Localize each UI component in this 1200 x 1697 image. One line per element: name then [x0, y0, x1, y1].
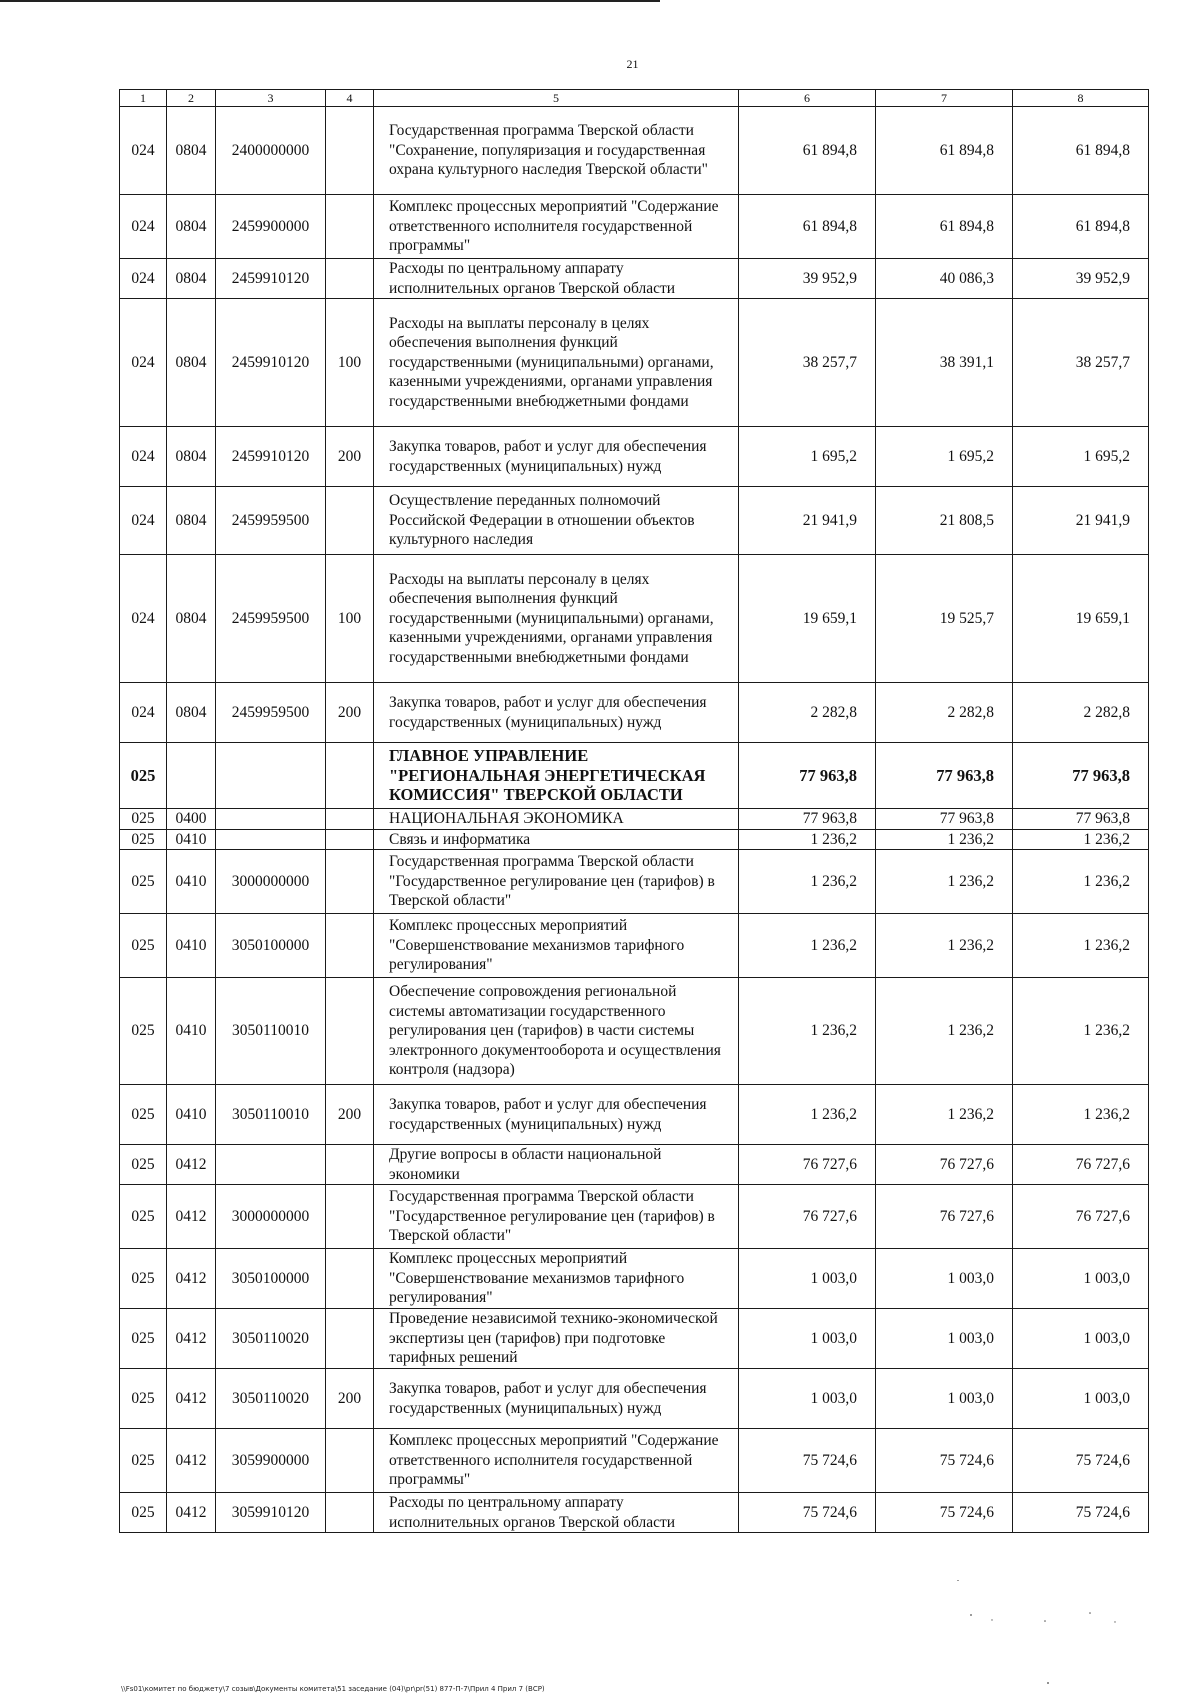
section-code-cell: 0804 [167, 195, 216, 259]
amount-col7-cell: 75 724,6 [876, 1429, 1013, 1493]
target-article-cell: 3059910120 [216, 1493, 326, 1533]
ministry-code-cell: 025 [120, 850, 167, 914]
page-number: 21 [626, 57, 639, 71]
target-article-cell: 2400000000 [216, 107, 326, 195]
amount-col6-cell: 77 963,8 [739, 743, 876, 809]
ministry-code-cell: 024 [120, 299, 167, 427]
section-code-cell: 0412 [167, 1493, 216, 1533]
table-row [120, 743, 1149, 809]
section-code-cell: 0804 [167, 259, 216, 299]
table-row [120, 107, 1149, 195]
amount-col8-cell: 1 003,0 [1013, 1369, 1149, 1429]
table-row [120, 555, 1149, 683]
amount-col6-cell: 38 257,7 [739, 299, 876, 427]
amount-col7-cell: 1 236,2 [876, 914, 1013, 978]
target-article-cell: 3050100000 [216, 1249, 326, 1309]
description-cell: Расходы по центральному аппарату исполнительных органов Тверской области [374, 1493, 739, 1533]
target-article-cell: 3000000000 [216, 850, 326, 914]
ministry-code-cell: 025 [120, 1309, 167, 1369]
section-code-cell: 0412 [167, 1309, 216, 1369]
description-cell: Расходы по центральному аппарату исполнительных органов Тверской области [374, 259, 739, 299]
table-row [120, 978, 1149, 1085]
section-code-cell: 0410 [167, 978, 216, 1085]
ministry-code-cell: 024 [120, 107, 167, 195]
table-row [120, 487, 1149, 555]
table-row [120, 829, 1149, 850]
table-row [120, 850, 1149, 914]
target-article-cell [216, 829, 326, 850]
amount-col7-cell: 61 894,8 [876, 195, 1013, 259]
expense-type-cell: 200 [326, 1369, 374, 1429]
ministry-code-cell: 024 [120, 259, 167, 299]
expense-type-cell [326, 195, 374, 259]
expense-type-cell: 100 [326, 555, 374, 683]
target-article-cell [216, 1145, 326, 1185]
header-cell: 2 [167, 90, 216, 107]
target-article-cell: 3050110020 [216, 1309, 326, 1369]
amount-col6-cell: 1 003,0 [739, 1369, 876, 1429]
amount-col6-cell: 19 659,1 [739, 555, 876, 683]
amount-col6-cell: 76 727,6 [739, 1145, 876, 1185]
target-article-cell: 2459900000 [216, 195, 326, 259]
description-cell: Расходы на выплаты персоналу в целях обеспечения выполнения функций государственными (муниципальными) органами, казенными учреждениями, органами управления государственными внебюджетными фондами [374, 555, 739, 683]
section-code-cell: 0412 [167, 1429, 216, 1493]
ministry-code-cell: 024 [120, 555, 167, 683]
expense-type-cell [326, 107, 374, 195]
amount-col7-cell: 40 086,3 [876, 259, 1013, 299]
ministry-code-cell: 025 [120, 1493, 167, 1533]
target-article-cell [216, 809, 326, 830]
expense-type-cell [326, 850, 374, 914]
expense-type-cell [326, 743, 374, 809]
amount-col6-cell: 1 236,2 [739, 978, 876, 1085]
amount-col7-cell: 1 236,2 [876, 1085, 1013, 1145]
section-code-cell: 0412 [167, 1249, 216, 1309]
section-code-cell: 0804 [167, 299, 216, 427]
amount-col6-cell: 75 724,6 [739, 1429, 876, 1493]
amount-col6-cell: 76 727,6 [739, 1185, 876, 1249]
expense-type-cell [326, 1249, 374, 1309]
target-article-cell: 3050110020 [216, 1369, 326, 1429]
section-code-cell: 0410 [167, 829, 216, 850]
ministry-code-cell: 025 [120, 914, 167, 978]
budget-table [119, 89, 1149, 1533]
ministry-code-cell: 025 [120, 743, 167, 809]
amount-col6-cell: 1 236,2 [739, 829, 876, 850]
ministry-code-cell: 025 [120, 1249, 167, 1309]
expense-type-cell [326, 978, 374, 1085]
amount-col6-cell: 2 282,8 [739, 683, 876, 743]
table-row [120, 1185, 1149, 1249]
amount-col8-cell: 2 282,8 [1013, 683, 1149, 743]
amount-col8-cell: 1 236,2 [1013, 829, 1149, 850]
section-code-cell: 0804 [167, 107, 216, 195]
expense-type-cell [326, 487, 374, 555]
amount-col8-cell: 61 894,8 [1013, 195, 1149, 259]
description-cell: Государственная программа Тверской области "Государственное регулирование цен (тарифов) в Тверской области" [374, 850, 739, 914]
description-cell: Комплекс процессных мероприятий "Содержание ответственного исполнителя государственной программы" [374, 1429, 739, 1493]
expense-type-cell [326, 1309, 374, 1369]
amount-col6-cell: 1 236,2 [739, 1085, 876, 1145]
header-cell: 8 [1013, 90, 1149, 107]
amount-col6-cell: 1 236,2 [739, 914, 876, 978]
ministry-code-cell: 025 [120, 829, 167, 850]
description-cell: Комплекс процессных мероприятий "Совершенствование механизмов тарифного регулирования" [374, 1249, 739, 1309]
amount-col8-cell: 1 695,2 [1013, 427, 1149, 487]
amount-col8-cell: 77 963,8 [1013, 809, 1149, 830]
amount-col6-cell: 77 963,8 [739, 809, 876, 830]
ministry-code-cell: 024 [120, 487, 167, 555]
section-code-cell: 0804 [167, 487, 216, 555]
amount-col8-cell: 1 236,2 [1013, 914, 1149, 978]
header-cell: 1 [120, 90, 167, 107]
section-code-cell: 0400 [167, 809, 216, 830]
amount-col8-cell: 1 236,2 [1013, 850, 1149, 914]
expense-type-cell: 100 [326, 299, 374, 427]
target-article-cell: 2459959500 [216, 683, 326, 743]
section-code-cell: 0412 [167, 1185, 216, 1249]
amount-col7-cell: 21 808,5 [876, 487, 1013, 555]
target-article-cell [216, 743, 326, 809]
ministry-code-cell: 024 [120, 683, 167, 743]
amount-col8-cell: 1 003,0 [1013, 1249, 1149, 1309]
amount-col6-cell: 1 003,0 [739, 1249, 876, 1309]
amount-col7-cell: 76 727,6 [876, 1185, 1013, 1249]
target-article-cell: 3059900000 [216, 1429, 326, 1493]
description-cell: ГЛАВНОЕ УПРАВЛЕНИЕ "РЕГИОНАЛЬНАЯ ЭНЕРГЕТИЧЕСКАЯ КОМИССИЯ" ТВЕРСКОЙ ОБЛАСТИ [374, 743, 739, 809]
table-row [120, 1309, 1149, 1369]
amount-col7-cell: 1 003,0 [876, 1309, 1013, 1369]
table-row [120, 683, 1149, 743]
ministry-code-cell: 025 [120, 1429, 167, 1493]
amount-col8-cell: 77 963,8 [1013, 743, 1149, 809]
description-cell: Государственная программа Тверской области "Сохранение, популяризация и государственная охрана культурного наследия Тверской области" [374, 107, 739, 195]
amount-col7-cell: 77 963,8 [876, 743, 1013, 809]
ministry-code-cell: 025 [120, 1085, 167, 1145]
description-cell: Осуществление переданных полномочий Российской Федерации в отношении объектов культурного наследия [374, 487, 739, 555]
header-cell: 5 [374, 90, 739, 107]
description-cell: Комплекс процессных мероприятий "Совершенствование механизмов тарифного регулирования" [374, 914, 739, 978]
section-code-cell: 0410 [167, 914, 216, 978]
table-row [120, 1085, 1149, 1145]
amount-col7-cell: 38 391,1 [876, 299, 1013, 427]
amount-col6-cell: 1 695,2 [739, 427, 876, 487]
amount-col7-cell: 1 695,2 [876, 427, 1013, 487]
amount-col8-cell: 38 257,7 [1013, 299, 1149, 427]
expense-type-cell [326, 829, 374, 850]
ministry-code-cell: 025 [120, 978, 167, 1085]
section-code-cell: 0804 [167, 427, 216, 487]
amount-col7-cell: 2 282,8 [876, 683, 1013, 743]
description-cell: НАЦИОНАЛЬНАЯ ЭКОНОМИКА [374, 809, 739, 830]
table-row [120, 1145, 1149, 1185]
expense-type-cell [326, 914, 374, 978]
description-cell: Закупка товаров, работ и услуг для обеспечения государственных (муниципальных) нужд [374, 1085, 739, 1145]
ministry-code-cell: 025 [120, 1185, 167, 1249]
table-row [120, 259, 1149, 299]
expense-type-cell [326, 1145, 374, 1185]
table-row [120, 1429, 1149, 1493]
table-row [120, 195, 1149, 259]
description-cell: Закупка товаров, работ и услуг для обеспечения государственных (муниципальных) нужд [374, 1369, 739, 1429]
table-row [120, 1249, 1149, 1309]
table-row [120, 1493, 1149, 1533]
description-cell: Обеспечение сопровождения региональной системы автоматизации государственного регулирования цен (тарифов) в части системы электронного документооборота и осуществления контроля (надзора) [374, 978, 739, 1085]
section-code-cell: 0412 [167, 1145, 216, 1185]
table-row [120, 1369, 1149, 1429]
amount-col7-cell: 61 894,8 [876, 107, 1013, 195]
scan-specks [930, 1580, 1130, 1690]
top-edge-line [0, 0, 660, 2]
target-article-cell: 2459910120 [216, 427, 326, 487]
expense-type-cell [326, 1429, 374, 1493]
amount-col6-cell: 1 003,0 [739, 1309, 876, 1369]
description-cell: Проведение независимой технико-экономической экспертизы цен (тарифов) при подготовке тарифных решений [374, 1309, 739, 1369]
target-article-cell: 2459959500 [216, 487, 326, 555]
amount-col8-cell: 21 941,9 [1013, 487, 1149, 555]
amount-col7-cell: 19 525,7 [876, 555, 1013, 683]
amount-col8-cell: 1 003,0 [1013, 1309, 1149, 1369]
expense-type-cell [326, 259, 374, 299]
amount-col7-cell: 76 727,6 [876, 1145, 1013, 1185]
expense-type-cell: 200 [326, 1085, 374, 1145]
amount-col8-cell: 1 236,2 [1013, 1085, 1149, 1145]
section-code-cell: 0410 [167, 850, 216, 914]
amount-col8-cell: 19 659,1 [1013, 555, 1149, 683]
expense-type-cell: 200 [326, 427, 374, 487]
amount-col8-cell: 75 724,6 [1013, 1429, 1149, 1493]
section-code-cell: 0804 [167, 555, 216, 683]
header-row [120, 90, 1149, 107]
amount-col8-cell: 1 236,2 [1013, 978, 1149, 1085]
amount-col8-cell: 75 724,6 [1013, 1493, 1149, 1533]
expense-type-cell [326, 1493, 374, 1533]
section-code-cell: 0412 [167, 1369, 216, 1429]
target-article-cell: 2459910120 [216, 259, 326, 299]
header-cell: 7 [876, 90, 1013, 107]
ministry-code-cell: 024 [120, 427, 167, 487]
description-cell: Государственная программа Тверской области "Государственное регулирование цен (тарифов) в Тверской области" [374, 1185, 739, 1249]
section-code-cell [167, 743, 216, 809]
amount-col6-cell: 39 952,9 [739, 259, 876, 299]
section-code-cell: 0804 [167, 683, 216, 743]
description-cell: Расходы на выплаты персоналу в целях обеспечения выполнения функций государственными (муниципальными) органами, казенными учреждениями, органами управления государственными внебюджетными фондами [374, 299, 739, 427]
amount-col7-cell: 75 724,6 [876, 1493, 1013, 1533]
footer-file-path: \\Fs01\комитет по бюджету\7 созыв\Документы комитета\51 заседание (04)\pr\pr(51) 877-П-7\Прил 4 Прил 7 (ВСР) [121, 1685, 545, 1693]
ministry-code-cell: 024 [120, 195, 167, 259]
amount-col6-cell: 21 941,9 [739, 487, 876, 555]
table-row [120, 299, 1149, 427]
header-cell: 4 [326, 90, 374, 107]
description-cell: Закупка товаров, работ и услуг для обеспечения государственных (муниципальных) нужд [374, 683, 739, 743]
target-article-cell: 3050110010 [216, 1085, 326, 1145]
amount-col6-cell: 61 894,8 [739, 107, 876, 195]
amount-col6-cell: 1 236,2 [739, 850, 876, 914]
amount-col7-cell: 1 236,2 [876, 829, 1013, 850]
target-article-cell: 3050100000 [216, 914, 326, 978]
target-article-cell: 2459910120 [216, 299, 326, 427]
target-article-cell: 2459959500 [216, 555, 326, 683]
description-cell: Комплекс процессных мероприятий "Содержание ответственного исполнителя государственной программы" [374, 195, 739, 259]
amount-col7-cell: 1 003,0 [876, 1369, 1013, 1429]
amount-col7-cell: 1 236,2 [876, 850, 1013, 914]
header-cell: 3 [216, 90, 326, 107]
amount-col7-cell: 1 003,0 [876, 1249, 1013, 1309]
description-cell: Другие вопросы в области национальной экономики [374, 1145, 739, 1185]
amount-col6-cell: 61 894,8 [739, 195, 876, 259]
amount-col6-cell: 75 724,6 [739, 1493, 876, 1533]
target-article-cell: 3050110010 [216, 978, 326, 1085]
description-cell: Закупка товаров, работ и услуг для обеспечения государственных (муниципальных) нужд [374, 427, 739, 487]
amount-col8-cell: 76 727,6 [1013, 1145, 1149, 1185]
target-article-cell: 3000000000 [216, 1185, 326, 1249]
ministry-code-cell: 025 [120, 1369, 167, 1429]
table-row [120, 809, 1149, 830]
amount-col7-cell: 1 236,2 [876, 978, 1013, 1085]
table-row [120, 427, 1149, 487]
header-cell: 6 [739, 90, 876, 107]
ministry-code-cell: 025 [120, 809, 167, 830]
ministry-code-cell: 025 [120, 1145, 167, 1185]
amount-col8-cell: 61 894,8 [1013, 107, 1149, 195]
expense-type-cell: 200 [326, 683, 374, 743]
section-code-cell: 0410 [167, 1085, 216, 1145]
expense-type-cell [326, 809, 374, 830]
table-row [120, 914, 1149, 978]
amount-col8-cell: 39 952,9 [1013, 259, 1149, 299]
expense-type-cell [326, 1185, 374, 1249]
amount-col7-cell: 77 963,8 [876, 809, 1013, 830]
amount-col8-cell: 76 727,6 [1013, 1185, 1149, 1249]
description-cell: Связь и информатика [374, 829, 739, 850]
